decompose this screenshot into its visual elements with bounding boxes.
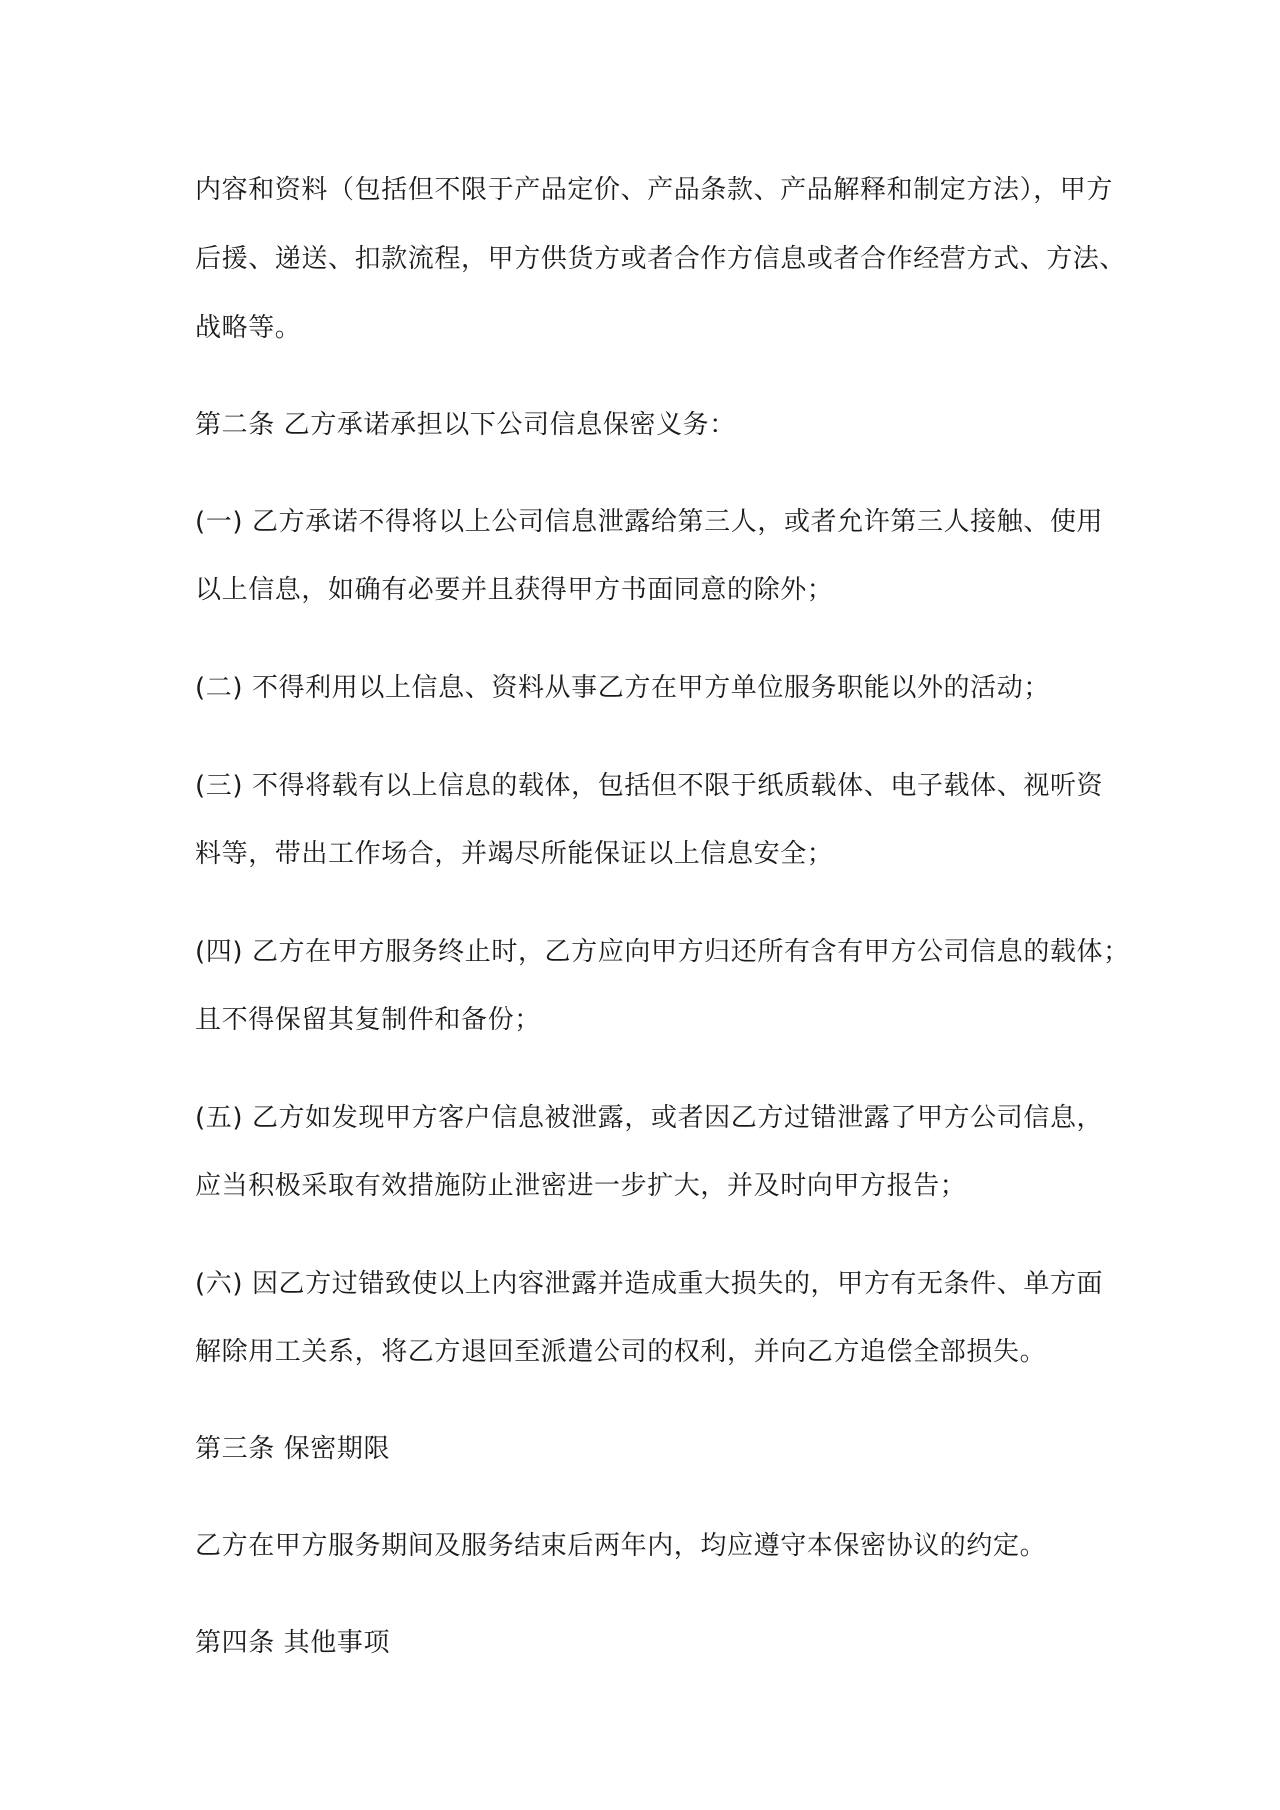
paragraph-line: 战略等。 <box>195 313 302 343</box>
list-item-line: (五) 乙方如发现甲方客户信息被泄露，或者因乙方过错泄露了甲方公司信息， <box>195 1103 1104 1133</box>
list-item-line: 料等，带出工作场合，并竭尽所能保证以上信息安全； <box>195 839 834 869</box>
article-heading: 第二条 乙方承诺承担以下公司信息保密义务： <box>195 410 736 440</box>
list-item-line: 且不得保留其复制件和备份； <box>195 1005 541 1035</box>
list-item-line: 以上信息，如确有必要并且获得甲方书面同意的除外； <box>195 575 834 605</box>
list-item-line: (二) 不得利用以上信息、资料从事乙方在甲方单位服务职能以外的活动； <box>195 673 1050 703</box>
article-heading: 第四条 其他事项 <box>195 1628 391 1658</box>
list-item-line: (三) 不得将载有以上信息的载体，包括但不限于纸质载体、电子载体、视听资 <box>195 771 1104 801</box>
list-item-line: (六) 因乙方过错致使以上内容泄露并造成重大损失的，甲方有无条件、单方面 <box>195 1269 1104 1299</box>
list-item-line: (一) 乙方承诺不得将以上公司信息泄露给第三人，或者允许第三人接触、使用 <box>195 507 1104 537</box>
paragraph-line: 后援、递送、扣款流程，甲方供货方或者合作方信息或者合作经营方式、方法、 <box>195 244 1127 274</box>
article-heading: 第三条 保密期限 <box>195 1434 391 1464</box>
paragraph-line: 乙方在甲方服务期间及服务结束后两年内，均应遵守本保密协议的约定。 <box>195 1531 1047 1561</box>
paragraph-line: 内容和资料（包括但不限于产品定价、产品条款、产品解释和制定方法），甲方 <box>195 175 1114 205</box>
list-item-line: (四) 乙方在甲方服务终止时，乙方应向甲方归还所有含有甲方公司信息的载体； <box>195 937 1130 967</box>
list-item-line: 应当积极采取有效措施防止泄密进一步扩大，并及时向甲方报告； <box>195 1171 967 1201</box>
list-item-line: 解除用工关系，将乙方退回至派遣公司的权利，并向乙方追偿全部损失。 <box>195 1337 1047 1367</box>
